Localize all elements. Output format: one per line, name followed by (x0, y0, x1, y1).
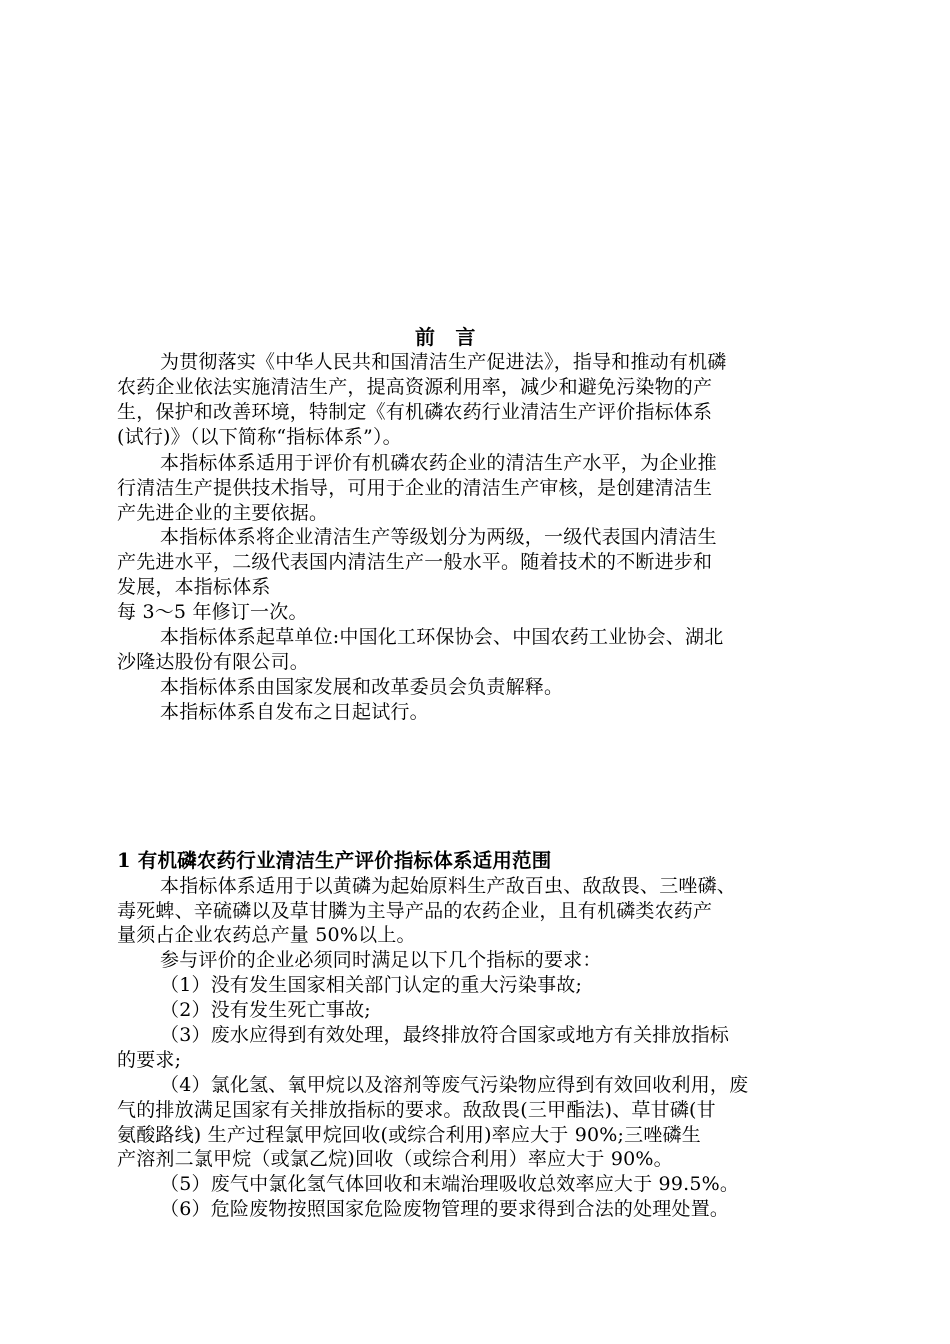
preface-line: 本指标体系起草单位:中国化工环保协会、中国农药工业协会、湖北 (160, 626, 724, 648)
section-line: 产溶剂二氯甲烷（或氯乙烷)回收（或综合利用）率应大于 90%。 (117, 1148, 673, 1170)
section-line: （3）废水应得到有效处理，最终排放符合国家或地方有关排放指标 (160, 1024, 730, 1046)
preface-line: 本指标体系适用于评价有机磷农药企业的清洁生产水平，为企业推 (160, 452, 717, 474)
section-line: 的要求; (117, 1049, 182, 1071)
preface-line: 沙隆达股份有限公司。 (117, 651, 310, 673)
section-line: 气的排放满足国家有关排放指标的要求。敌敌畏(三甲酯法)、草甘磷(甘 (117, 1099, 716, 1121)
section-line: 毒死蜱、辛硫磷以及草甘膦为主导产品的农药企业，且有机磷类农药产 (117, 900, 713, 922)
section-line: （6）危险废物按照国家危险废物管理的要求得到合法的处理处置。 (160, 1198, 730, 1220)
section-line: 参与评价的企业必须同时满足以下几个指标的要求： (160, 949, 602, 971)
section-heading: 1 有机磷农药行业清洁生产评价指标体系适用范围 (117, 849, 552, 872)
preface-line: 产先进水平，二级代表国内清洁生产一般水平。随着技术的不断进步和 (117, 551, 713, 573)
preface-line: 本指标体系将企业清洁生产等级划分为两级，一级代表国内清洁生 (160, 526, 717, 548)
preface-line: 发展，本指标体系 (117, 576, 271, 598)
section-line: 量须占企业农药总产量 50%以上。 (117, 924, 416, 946)
preface-line: (试行)》（以下简称“指标体系”）。 (117, 426, 402, 448)
preface-line: 产先进企业的主要依据。 (117, 502, 329, 524)
section-line: （2）没有发生死亡事故; (160, 999, 371, 1021)
preface-line: 本指标体系自发布之日起试行。 (160, 701, 429, 723)
preface-line: 农药企业依法实施清洁生产，提高资源利用率，减少和避免污染物的产 (117, 376, 713, 398)
section-line: （1）没有发生国家相关部门认定的重大污染事故; (160, 974, 583, 996)
section-line: （4）氯化氢、氧甲烷以及溶剂等废气污染物应得到有效回收利用，废 (160, 1074, 749, 1096)
preface-line: 生，保护和改善环境，特制定《有机磷农药行业清洁生产评价指标体系 (117, 401, 713, 423)
preface-title: 前 言 (415, 325, 476, 349)
section-line: （5）废气中氯化氢气体回收和末端治理吸收总效率应大于 99.5%。 (160, 1173, 740, 1195)
preface-line: 每 3～5 年修订一次。 (117, 601, 308, 623)
section-line: 氨酸路线) 生产过程氯甲烷回收(或综合利用)率应大于 90%;三唑磷生 (117, 1124, 701, 1146)
preface-line: 本指标体系由国家发展和改革委员会负责解释。 (160, 676, 564, 698)
section-line: 本指标体系适用于以黄磷为起始原料生产敌百虫、敌敌畏、三唑磷、 (160, 875, 737, 897)
preface-line: 行清洁生产提供技术指导，可用于企业的清洁生产审核，是创建清洁生 (117, 477, 713, 499)
preface-line: 为贯彻落实《中华人民共和国清洁生产促进法》，指导和推动有机磷 (160, 351, 727, 373)
